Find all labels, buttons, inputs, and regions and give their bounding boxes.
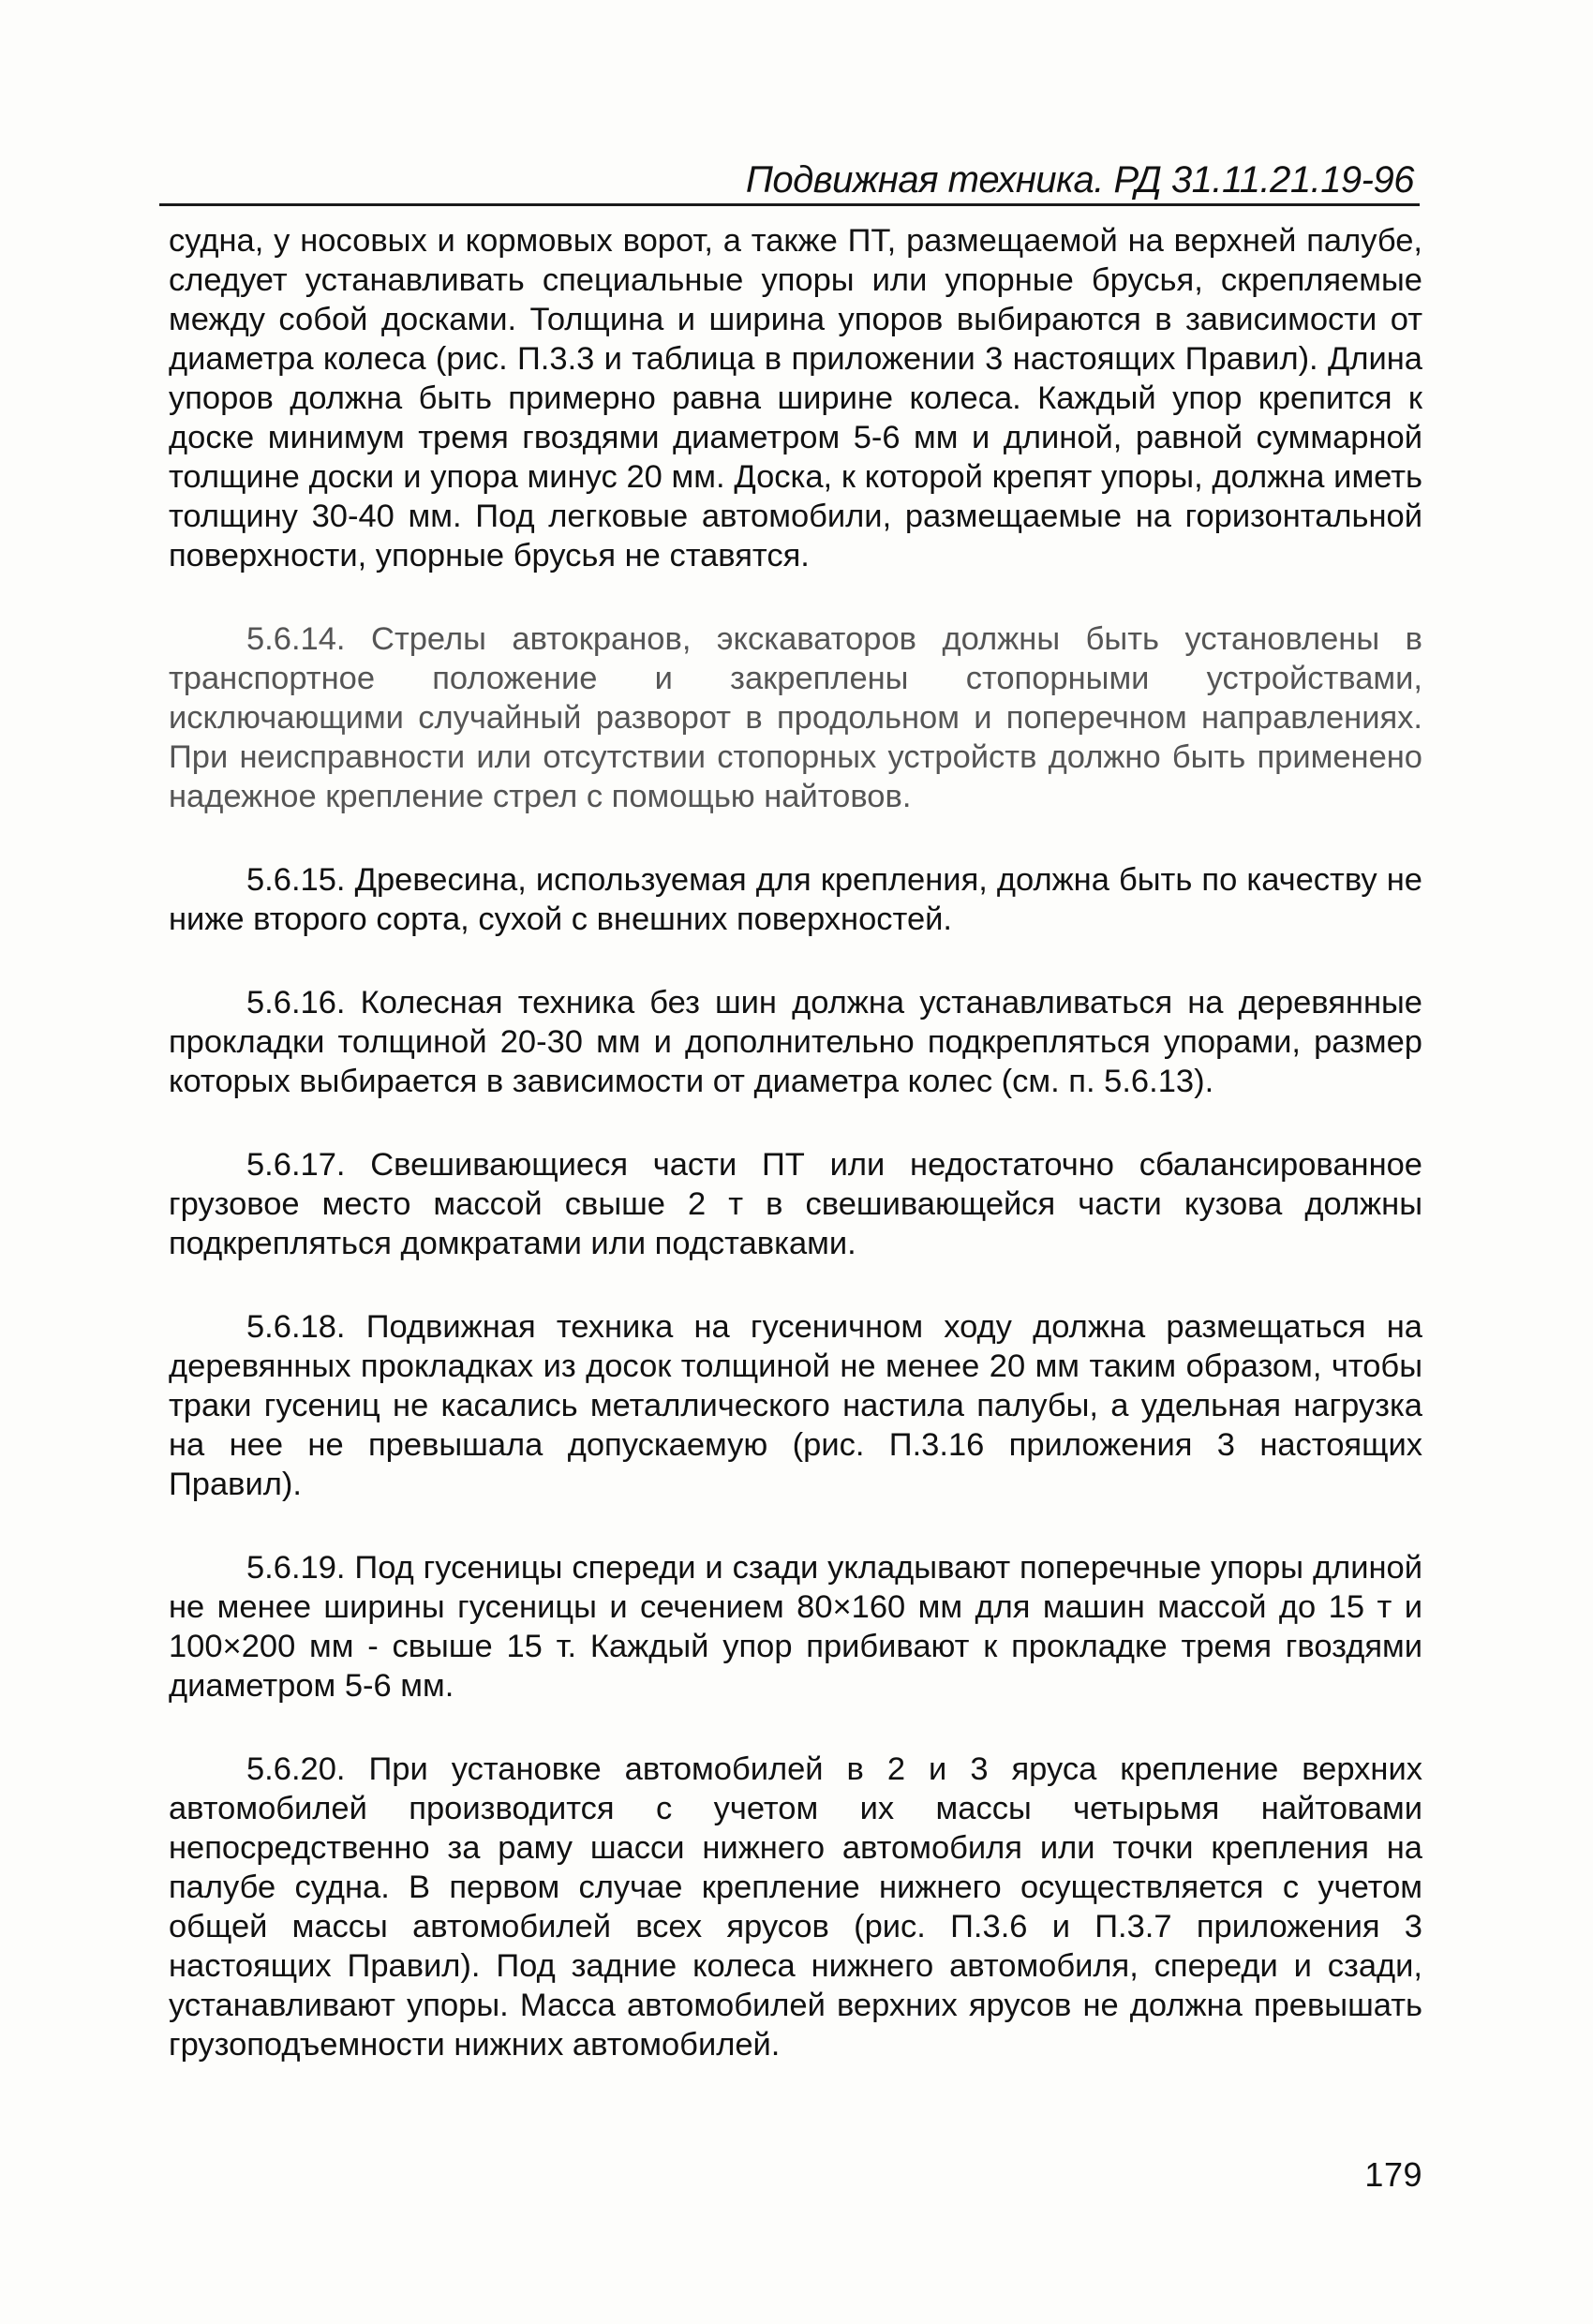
paragraph-5-6-18: 5.6.18. Подвижная техника на гусеничном ходу должна размещаться на деревянных прокладках из досок толщиной не менее 20 мм таким образом, чтобы траки гусениц не касались металлического настила палубы, а удельная нагрузка на нее не превышала допускаемую (рис. П.3.16 приложения 3 настоящих Правил). — [169, 1309, 1422, 1502]
paragraph-5-6-17: 5.6.17. Свешивающиеся части ПТ или недостаточно сбалансированное грузовое место массой свыше 2 т в свешивающейся части кузова должны подкрепляться домкратами или подставками. — [169, 1147, 1422, 1261]
running-title: Подвижная техника. РД 31.11.21.19-96 — [745, 159, 1414, 201]
running-header — [159, 161, 1420, 206]
paragraph-5-6-15: 5.6.15. Древесина, используемая для крепления, должна быть по качеству не ниже второго сорта, сухой с внешних поверхностей. — [169, 862, 1422, 937]
paragraph-5-6-20: 5.6.20. При установке автомобилей в 2 и 3 яруса крепление верхних автомобилей производится с учетом их массы четырьмя найтовами непосредственно за раму шасси нижнего автомобиля или точки крепления на палубе судна. В первом случае крепление нижнего осуществляется с учетом общей массы автомобилей всех ярусов (рис. П.3.6 и П.3.7 приложения 3 настоящих Правил). Под задние колеса нижнего автомобиля, спереди и сзади, устанавливают упоры. Масса автомобилей верхних ярусов не должна превышать грузоподъемности нижних автомобилей. — [169, 1751, 1422, 2063]
body-text — [169, 221, 1422, 2108]
paragraph-5-6-19: 5.6.19. Под гусеницы спереди и сзади укладывают поперечные упоры длиной не менее ширины гусеницы и сечением 80×160 мм для машин массой до 15 т и 100×200 мм - свыше 15 т. Каждый упор прибивают к прокладке тремя гвоздями диаметром 5-6 мм. — [169, 1550, 1422, 1704]
page-number: 179 — [1364, 2155, 1422, 2194]
paragraph-5-6-16: 5.6.16. Колесная техника без шин должна устанавливаться на деревянные прокладки толщиной 20-30 мм и дополнительно подкрепляться упорами, размер которых выбирается в зависимости от диаметра колес (см. п. 5.6.13). — [169, 985, 1422, 1099]
paragraph-continuation: судна, у носовых и кормовых ворот, а также ПТ, размещаемой на верхней палубе, следует устанавливать специальные упоры или упорные брусья, скрепляемые между собой досками. Толщина и ширина упоров выбираются в зависимости от диаметра колеса (рис. П.3.3 и таблица в приложении 3 настоящих Правил). Длина упоров должна быть примерно равна ширине колеса. Каждый упор крепится к доске минимум тремя гвоздями диаметром 5-6 мм и длиной, равной суммарной толщине доски и упора минус 20 мм. Доска, к которой крепят упоры, должна иметь толщину 30-40 мм. Под легковые автомобили, размещаемые на горизонтальной поверхности, упорные брусья не ставятся. — [169, 223, 1422, 574]
paragraph-5-6-14: 5.6.14. Стрелы автокранов, экскаваторов должны быть установлены в транспортное положение и закреплены стопорными устройствами, исключающими случайный разворот в продольном и поперечном направлениях. При неисправности или отсутствии стопорных устройств должно быть применено надежное крепление стрел с помощью найтовов. — [169, 621, 1422, 814]
